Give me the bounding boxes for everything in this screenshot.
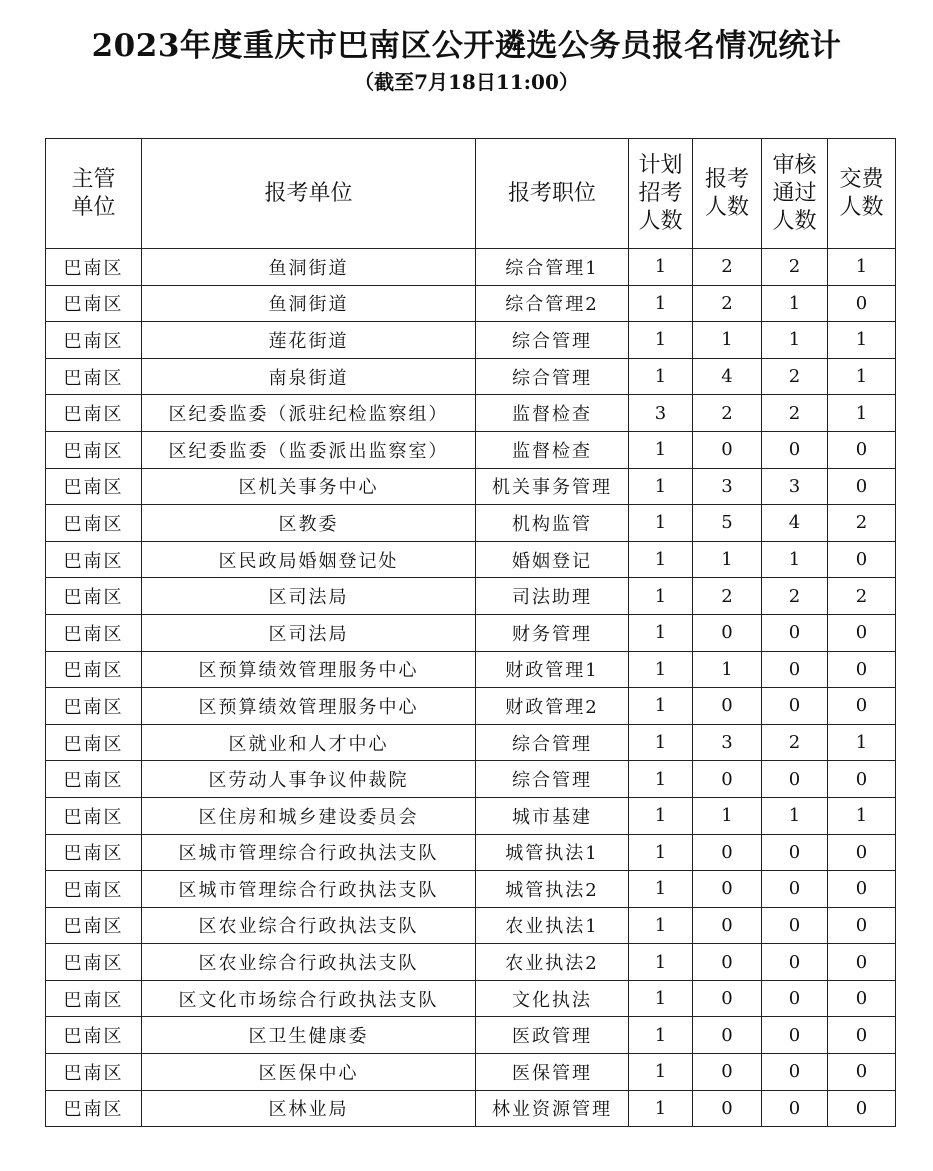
table-row	[46, 1090, 896, 1127]
document-title: 2023年度重庆市巴南区公开遴选公务员报名情况统计	[91, 28, 842, 64]
cell-planned-hires: 1	[629, 1017, 693, 1054]
cell-paid: 2	[828, 578, 896, 615]
cell-approved: 2	[762, 358, 828, 395]
cell-applicants: 0	[693, 834, 762, 871]
cell-paid: 1	[828, 249, 896, 286]
cell-planned-hires: 1	[629, 285, 693, 322]
cell-planned-hires: 1	[629, 505, 693, 542]
table-body	[46, 249, 896, 1127]
cell-approved: 2	[762, 724, 828, 761]
header-planned-hires: 计划招考人数	[638, 152, 683, 234]
cell-applied-unit: 区纪委监委（派驻纪检监察组）	[142, 395, 476, 432]
cell-applied-unit: 区城市管理综合行政执法支队	[142, 871, 476, 908]
cell-applicants: 0	[693, 907, 762, 944]
cell-applied-unit: 区农业综合行政执法支队	[142, 944, 476, 981]
cell-supervising-unit: 巴南区	[46, 907, 142, 944]
cell-applicants: 0	[693, 1017, 762, 1054]
header-cell	[476, 139, 629, 249]
cell-applied-position: 综合管理	[476, 322, 629, 359]
cell-paid: 0	[828, 1054, 896, 1091]
cell-paid: 1	[828, 797, 896, 834]
cell-applied-unit: 区住房和城乡建设委员会	[142, 797, 476, 834]
cell-approved: 0	[762, 907, 828, 944]
table-row	[46, 395, 896, 432]
cell-approved: 1	[762, 541, 828, 578]
header-supervising-unit: 主管单位	[71, 166, 116, 220]
header-cell	[693, 139, 762, 249]
table-row	[46, 358, 896, 395]
table-row	[46, 285, 896, 322]
cell-applied-position: 城管执法2	[476, 871, 629, 908]
header-cell	[828, 139, 896, 249]
cell-applicants: 1	[693, 797, 762, 834]
table-row	[46, 1054, 896, 1091]
cell-planned-hires: 1	[629, 834, 693, 871]
cell-approved: 0	[762, 431, 828, 468]
cell-planned-hires: 1	[629, 761, 693, 798]
cell-supervising-unit: 巴南区	[46, 834, 142, 871]
cell-applicants: 1	[693, 651, 762, 688]
cell-supervising-unit: 巴南区	[46, 322, 142, 359]
cell-applied-position: 综合管理	[476, 358, 629, 395]
cell-applied-unit: 区卫生健康委	[142, 1017, 476, 1054]
header-applicants: 报考人数	[704, 166, 749, 220]
table-row	[46, 834, 896, 871]
cell-applicants: 0	[693, 1090, 762, 1127]
table-row	[46, 431, 896, 468]
cell-applied-position: 城管执法1	[476, 834, 629, 871]
cell-paid: 0	[828, 907, 896, 944]
table-row	[46, 468, 896, 505]
cell-applied-position: 文化执法	[476, 980, 629, 1017]
cell-paid: 0	[828, 1090, 896, 1127]
table-row	[46, 871, 896, 908]
cell-paid: 0	[828, 834, 896, 871]
cell-applied-position: 城市基建	[476, 797, 629, 834]
cell-applied-position: 医保管理	[476, 1054, 629, 1091]
cell-approved: 0	[762, 614, 828, 651]
cell-supervising-unit: 巴南区	[46, 285, 142, 322]
cell-applicants: 0	[693, 761, 762, 798]
cell-applied-unit: 区医保中心	[142, 1054, 476, 1091]
cell-paid: 0	[828, 688, 896, 725]
cell-approved: 0	[762, 871, 828, 908]
cell-applied-position: 林业资源管理	[476, 1090, 629, 1127]
cell-supervising-unit: 巴南区	[46, 395, 142, 432]
cell-applied-position: 综合管理	[476, 724, 629, 761]
cell-supervising-unit: 巴南区	[46, 980, 142, 1017]
cell-planned-hires: 1	[629, 688, 693, 725]
cell-applied-position: 婚姻登记	[476, 541, 629, 578]
cell-approved: 2	[762, 249, 828, 286]
table-row	[46, 724, 896, 761]
cell-planned-hires: 1	[629, 871, 693, 908]
cell-applied-unit: 鱼洞街道	[142, 249, 476, 286]
cell-planned-hires: 1	[629, 1054, 693, 1091]
header-applied-unit: 报考单位	[264, 180, 353, 206]
cell-paid: 0	[828, 651, 896, 688]
cell-paid: 0	[828, 614, 896, 651]
cell-applicants: 3	[693, 724, 762, 761]
table-row	[46, 322, 896, 359]
table-row	[46, 797, 896, 834]
cell-approved: 1	[762, 797, 828, 834]
cell-planned-hires: 1	[629, 578, 693, 615]
cell-paid: 0	[828, 431, 896, 468]
cell-approved: 3	[762, 468, 828, 505]
header-paid: 交费人数	[839, 166, 884, 220]
cell-applicants: 4	[693, 358, 762, 395]
cell-paid: 1	[828, 724, 896, 761]
cell-supervising-unit: 巴南区	[46, 688, 142, 725]
cell-applied-unit: 区教委	[142, 505, 476, 542]
cell-applied-unit: 区文化市场综合行政执法支队	[142, 980, 476, 1017]
cell-applied-position: 机构监管	[476, 505, 629, 542]
cell-paid: 1	[828, 322, 896, 359]
table-row	[46, 980, 896, 1017]
table-row	[46, 249, 896, 286]
cell-approved: 0	[762, 980, 828, 1017]
cell-applicants: 1	[693, 322, 762, 359]
cell-applied-position: 财政管理1	[476, 651, 629, 688]
cell-supervising-unit: 巴南区	[46, 871, 142, 908]
cell-approved: 1	[762, 285, 828, 322]
cell-approved: 0	[762, 1054, 828, 1091]
cell-planned-hires: 1	[629, 907, 693, 944]
cell-planned-hires: 1	[629, 431, 693, 468]
cell-applied-position: 农业执法2	[476, 944, 629, 981]
cell-planned-hires: 3	[629, 395, 693, 432]
cell-planned-hires: 1	[629, 1090, 693, 1127]
cell-supervising-unit: 巴南区	[46, 797, 142, 834]
cell-applicants: 2	[693, 395, 762, 432]
cell-applicants: 0	[693, 1054, 762, 1091]
cell-supervising-unit: 巴南区	[46, 1090, 142, 1127]
cell-applicants: 0	[693, 980, 762, 1017]
cell-applied-unit: 区司法局	[142, 578, 476, 615]
cell-applied-unit: 区纪委监委（监委派出监察室）	[142, 431, 476, 468]
cell-supervising-unit: 巴南区	[46, 249, 142, 286]
cell-paid: 0	[828, 980, 896, 1017]
cell-approved: 0	[762, 651, 828, 688]
cell-applied-unit: 区林业局	[142, 1090, 476, 1127]
cell-applied-unit: 区司法局	[142, 614, 476, 651]
cell-paid: 0	[828, 1017, 896, 1054]
cell-approved: 0	[762, 944, 828, 981]
cell-paid: 0	[828, 468, 896, 505]
cell-planned-hires: 1	[629, 651, 693, 688]
table-row	[46, 614, 896, 651]
cell-applied-unit: 莲花街道	[142, 322, 476, 359]
cell-approved: 0	[762, 1017, 828, 1054]
cell-paid: 0	[828, 285, 896, 322]
table-row	[46, 688, 896, 725]
cell-applied-position: 财政管理2	[476, 688, 629, 725]
cell-supervising-unit: 巴南区	[46, 468, 142, 505]
cell-applicants: 0	[693, 944, 762, 981]
cell-supervising-unit: 巴南区	[46, 761, 142, 798]
document-subtitle: （截至7月18日11:00）	[354, 70, 579, 94]
cell-approved: 4	[762, 505, 828, 542]
cell-applicants: 0	[693, 871, 762, 908]
cell-applied-position: 医政管理	[476, 1017, 629, 1054]
cell-supervising-unit: 巴南区	[46, 431, 142, 468]
cell-supervising-unit: 巴南区	[46, 1054, 142, 1091]
cell-planned-hires: 1	[629, 541, 693, 578]
cell-supervising-unit: 巴南区	[46, 724, 142, 761]
cell-applied-unit: 区机关事务中心	[142, 468, 476, 505]
cell-supervising-unit: 巴南区	[46, 541, 142, 578]
cell-applied-unit: 区民政局婚姻登记处	[142, 541, 476, 578]
header-applied-position: 报考职位	[507, 180, 596, 206]
cell-supervising-unit: 巴南区	[46, 578, 142, 615]
cell-applicants: 2	[693, 285, 762, 322]
cell-planned-hires: 1	[629, 322, 693, 359]
cell-applied-unit: 区城市管理综合行政执法支队	[142, 834, 476, 871]
cell-planned-hires: 1	[629, 944, 693, 981]
cell-supervising-unit: 巴南区	[46, 651, 142, 688]
cell-planned-hires: 1	[629, 249, 693, 286]
cell-approved: 0	[762, 761, 828, 798]
table-row	[46, 907, 896, 944]
cell-paid: 2	[828, 505, 896, 542]
cell-applicants: 0	[693, 688, 762, 725]
cell-approved: 0	[762, 688, 828, 725]
cell-paid: 0	[828, 761, 896, 798]
table-row	[46, 541, 896, 578]
cell-applied-unit: 区劳动人事争议仲裁院	[142, 761, 476, 798]
cell-applicants: 2	[693, 578, 762, 615]
cell-applied-unit: 南泉街道	[142, 358, 476, 395]
table-row	[46, 505, 896, 542]
cell-supervising-unit: 巴南区	[46, 505, 142, 542]
table-header-row	[46, 139, 896, 249]
cell-planned-hires: 1	[629, 468, 693, 505]
cell-approved: 0	[762, 834, 828, 871]
cell-applicants: 0	[693, 614, 762, 651]
cell-approved: 2	[762, 578, 828, 615]
cell-applied-unit: 区预算绩效管理服务中心	[142, 651, 476, 688]
cell-applied-position: 综合管理1	[476, 249, 629, 286]
registration-table	[45, 138, 896, 1127]
cell-applied-position: 司法助理	[476, 578, 629, 615]
cell-planned-hires: 1	[629, 724, 693, 761]
cell-approved: 1	[762, 322, 828, 359]
cell-supervising-unit: 巴南区	[46, 358, 142, 395]
header-cell	[629, 139, 693, 249]
cell-applied-position: 监督检查	[476, 431, 629, 468]
cell-paid: 1	[828, 395, 896, 432]
cell-paid: 1	[828, 358, 896, 395]
table-row	[46, 1017, 896, 1054]
table-row	[46, 578, 896, 615]
header-cell	[46, 139, 142, 249]
cell-applicants: 2	[693, 249, 762, 286]
cell-applied-position: 财务管理	[476, 614, 629, 651]
cell-supervising-unit: 巴南区	[46, 614, 142, 651]
cell-applied-position: 综合管理2	[476, 285, 629, 322]
table-row	[46, 761, 896, 798]
cell-applied-unit: 区就业和人才中心	[142, 724, 476, 761]
cell-applicants: 1	[693, 541, 762, 578]
cell-paid: 0	[828, 541, 896, 578]
cell-applied-position: 机关事务管理	[476, 468, 629, 505]
cell-applicants: 3	[693, 468, 762, 505]
cell-approved: 2	[762, 395, 828, 432]
table-row	[46, 944, 896, 981]
header-cell	[762, 139, 828, 249]
cell-applied-position: 综合管理	[476, 761, 629, 798]
cell-applied-unit: 区预算绩效管理服务中心	[142, 688, 476, 725]
table-row	[46, 651, 896, 688]
header-cell	[142, 139, 476, 249]
cell-planned-hires: 1	[629, 797, 693, 834]
cell-applied-position: 监督检查	[476, 395, 629, 432]
cell-supervising-unit: 巴南区	[46, 1017, 142, 1054]
cell-applied-unit: 区农业综合行政执法支队	[142, 907, 476, 944]
cell-planned-hires: 1	[629, 358, 693, 395]
header-approved: 审核通过人数	[772, 152, 817, 234]
cell-applicants: 0	[693, 431, 762, 468]
cell-approved: 0	[762, 1090, 828, 1127]
cell-planned-hires: 1	[629, 980, 693, 1017]
cell-applicants: 5	[693, 505, 762, 542]
cell-planned-hires: 1	[629, 614, 693, 651]
cell-paid: 0	[828, 944, 896, 981]
cell-applied-position: 农业执法1	[476, 907, 629, 944]
cell-applied-unit: 鱼洞街道	[142, 285, 476, 322]
cell-paid: 0	[828, 871, 896, 908]
cell-supervising-unit: 巴南区	[46, 944, 142, 981]
